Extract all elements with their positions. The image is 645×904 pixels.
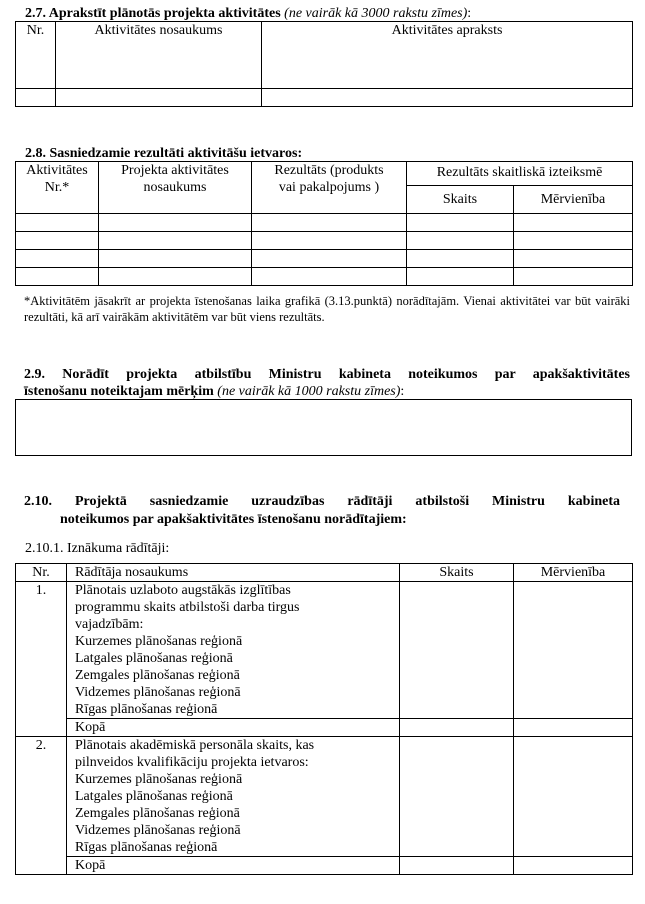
table-cell: [16, 857, 67, 875]
table-cell[interactable]: [252, 232, 407, 250]
section-2-10-line2: noteikumos par apakšaktivitātes īstenošanu norādītajiem:: [60, 512, 407, 527]
col-header-activity-nr: Aktivitātes Nr.*: [16, 162, 99, 214]
table-cell[interactable]: [514, 719, 633, 737]
indicator-name: Plānotais akadēmiskā personāla skaits, kas pilnveidos kvalifikāciju projekta ietvaros: Kurzemes plānošanas reģionā Latgales plānošanas reģionā Zemgales plānošanas reģionā Vidzemes plānošanas reģionā Rīgas plānošanas reģionā: [67, 737, 400, 857]
table-cell[interactable]: [514, 250, 633, 268]
table-cell[interactable]: [514, 232, 633, 250]
results-table: [15, 161, 633, 286]
table-cell[interactable]: [400, 582, 514, 719]
col-header-unit: Mērvienība: [514, 186, 633, 214]
section-2-9-line2: [24, 383, 404, 400]
section-number: 2.8.: [25, 146, 46, 161]
indicator-name: Plānotais uzlaboto augstākās izglītības programmu skaits atbilstoši darba tirgus vajadzībām: Kurzemes plānošanas reģionā Latgales plānošanas reģionā Zemgales plānošanas reģionā Vidzemes plānošanas reģionā Rīgas plānošanas reģionā: [67, 582, 400, 719]
indicator-total-label: Kopā: [67, 719, 400, 737]
col-header-activity-description: Aktivitātes apraksts: [262, 22, 633, 89]
table-cell[interactable]: [400, 857, 514, 875]
col-header-numeric-result: Rezultāts skaitliskā izteiksmē: [407, 162, 633, 186]
col-header-nr: Nr.: [16, 564, 67, 582]
table-cell[interactable]: [514, 268, 633, 286]
section-2-9-line1: [24, 366, 630, 383]
table-cell[interactable]: [400, 719, 514, 737]
table-cell[interactable]: [252, 268, 407, 286]
section-2-8-heading: [25, 145, 302, 162]
section-number: 2.10.: [24, 494, 52, 509]
activities-table: [15, 21, 633, 107]
section-note: (ne vairāk kā 3000 rakstu zīmes): [284, 6, 468, 21]
table-cell[interactable]: [407, 232, 514, 250]
colon: :: [467, 6, 472, 21]
output-indicators-table: [15, 563, 633, 875]
table-cell[interactable]: [16, 250, 99, 268]
table-cell[interactable]: [56, 89, 262, 107]
col-header-unit: Mērvienība: [514, 564, 633, 582]
indicator-total-label: Kopā: [67, 857, 400, 875]
col-header-nr: Nr.: [16, 22, 56, 89]
table-cell[interactable]: [99, 268, 252, 286]
section-number: 2.7.: [25, 6, 46, 21]
table-cell[interactable]: [99, 214, 252, 232]
section-2-7-heading: [25, 5, 471, 22]
table-cell[interactable]: [99, 250, 252, 268]
section-title: Sasniedzamie rezultāti aktivitāšu ietvaros:: [49, 146, 303, 161]
col-header-indicator-name: Rādītāja nosaukums: [67, 564, 400, 582]
table-cell[interactable]: [16, 232, 99, 250]
table-cell[interactable]: [16, 214, 99, 232]
purpose-answer-box[interactable]: [15, 399, 632, 456]
table-cell[interactable]: [252, 214, 407, 232]
table-cell[interactable]: [407, 250, 514, 268]
section-2-10-line1: [24, 493, 620, 510]
table-cell[interactable]: [16, 89, 56, 107]
table-cell[interactable]: [16, 268, 99, 286]
col-header-count: Skaits: [400, 564, 514, 582]
col-header-result: Rezultāts (produkts vai pakalpojums ): [252, 162, 407, 214]
results-footnote: *Aktivitātēm jāsakrīt ar projekta īstenošanas laika grafikā (3.13.punktā) norādītajām. Vienai aktivitātei var būt vairāki rezultāti, kā arī vairākām aktivitātēm var būt viens rezultāts.: [24, 294, 630, 324]
col-header-count: Skaits: [407, 186, 514, 214]
subsection-2-10-1: 2.10.1. Iznākuma rādītāji:: [25, 541, 170, 556]
table-cell: [16, 719, 67, 737]
table-cell[interactable]: [514, 582, 633, 719]
section-note: (ne vairāk kā 1000 rakstu zīmes): [217, 384, 401, 399]
table-cell[interactable]: [99, 232, 252, 250]
table-cell[interactable]: [407, 214, 514, 232]
colon: :: [400, 384, 405, 399]
section-title-line1: Norādīt projekta atbilstību Ministru kabineta noteikumos par apakšaktivitātes: [62, 367, 630, 382]
col-header-activity-name: Projekta aktivitātes nosaukums: [99, 162, 252, 214]
table-cell[interactable]: [514, 737, 633, 857]
section-title: Aprakstīt plānotās projekta aktivitātes: [48, 6, 281, 21]
table-cell[interactable]: [252, 250, 407, 268]
table-cell[interactable]: [514, 214, 633, 232]
table-cell[interactable]: [262, 89, 633, 107]
section-title-line1: Projektā sasniedzamie uzraudzības rādītāji atbilstoši Ministru kabineta: [74, 494, 621, 509]
table-cell[interactable]: [514, 857, 633, 875]
table-cell[interactable]: [407, 268, 514, 286]
row-number: 2.: [16, 737, 67, 857]
section-number: 2.9.: [24, 367, 45, 382]
row-number: 1.: [16, 582, 67, 719]
col-header-activity-name: Aktivitātes nosaukums: [56, 22, 262, 89]
section-title-line2: īstenošanu noteiktajam mērķim: [24, 384, 214, 399]
table-cell[interactable]: [400, 737, 514, 857]
